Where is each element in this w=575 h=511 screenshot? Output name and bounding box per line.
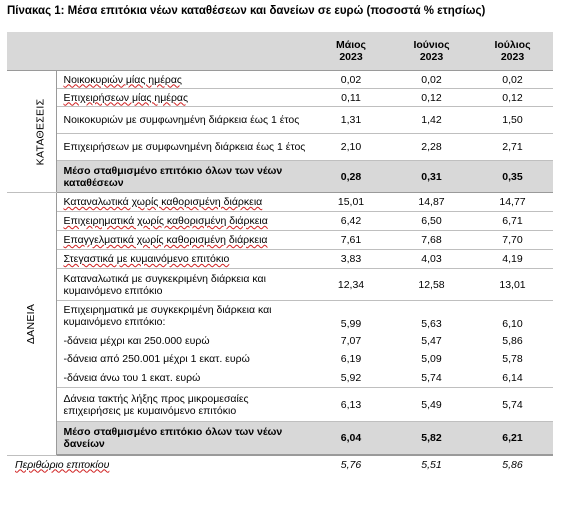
- interest-margin-row: [7, 456, 553, 474]
- cell-value: 13,01: [472, 269, 553, 301]
- row-label: -δάνεια από 250.001 μέχρι 1 εκατ. ευρώ: [63, 353, 250, 365]
- cell-value: 7,61: [311, 231, 391, 250]
- business-loans-row: [7, 301, 553, 332]
- table-row: [7, 89, 553, 107]
- row-label: Δάνεια τακτής λήξης προς μικρομεσαίες επιχειρήσεις με κυμαινόμενο επιτόκιο: [56, 388, 311, 422]
- cell-value: 5,92: [311, 369, 391, 388]
- cell-value: 5,99: [340, 317, 362, 330]
- row-label: Μέσο σταθμισμένο επιτόκιο όλων των νέων καταθέσεων: [56, 161, 311, 193]
- loans-section-label: ΔΑΝΕΙΑ: [7, 193, 56, 456]
- header-row: [7, 32, 553, 71]
- cell-value: 0,28: [311, 161, 391, 193]
- deposits-total-row: [7, 161, 553, 193]
- row-label: Στεγαστικά με κυμαινόμενο επιτόκιο: [56, 250, 311, 269]
- row-label: Καταναλωτικά χωρίς καθορισμένη διάρκεια: [56, 193, 311, 212]
- cell-value: 2,28: [391, 134, 472, 161]
- cell-value: 5,74: [472, 388, 553, 422]
- row-label: Επιχειρήσεων με συμφωνημένη διάρκεια έως 1 έτος: [56, 134, 311, 161]
- table-row: [7, 134, 553, 161]
- table-row: [7, 269, 553, 301]
- cell-value: 6,42: [311, 212, 391, 231]
- table-row: [7, 71, 553, 89]
- cell-value: 5,86: [502, 334, 523, 347]
- cell-value: 2,10: [311, 134, 391, 161]
- deposits-section-label: ΚΑΤΑΘΕΣΕΙΣ: [7, 71, 56, 193]
- row-label: Επιχειρήσεων μίας ημέρας: [56, 89, 311, 107]
- cell-value: 6,10: [502, 317, 523, 330]
- cell-value: 6,21: [472, 422, 553, 455]
- cell-value: 0,02: [472, 71, 553, 89]
- cell-value: 4,03: [391, 250, 472, 269]
- cell-value: 7,07: [340, 334, 362, 347]
- cell-value: 14,87: [391, 193, 472, 212]
- row-label: Νοικοκυριών με συμφωνημένη διάρκεια έως 1 έτος: [56, 107, 311, 134]
- cell-value: 12,58: [391, 269, 472, 301]
- cell-value: 5,51: [391, 456, 472, 474]
- cell-value: 1,50: [472, 107, 553, 134]
- cell-value: 5,86: [472, 456, 553, 474]
- row-label: Καταναλωτικά με συγκεκριμένη διάρκεια και κυμαινόμενο επιτόκιο: [56, 269, 311, 301]
- cell-value: 5,78: [502, 353, 523, 365]
- cell-value: 0,12: [472, 89, 553, 107]
- row-label: -δάνεια άνω του 1 εκατ. ευρώ: [56, 369, 311, 388]
- row-label: Επιχειρηματικά χωρίς καθορισμένη διάρκεια: [56, 212, 311, 231]
- row-label: -δάνεια μέχρι και 250.000 ευρώ: [63, 334, 210, 347]
- cell-value: 1,31: [311, 107, 391, 134]
- cell-value: 5,74: [391, 369, 472, 388]
- cell-value: 5,09: [421, 353, 442, 365]
- cell-value: 12,34: [311, 269, 391, 301]
- cell-value: 5,47: [421, 334, 442, 347]
- cell-value: 5,49: [391, 388, 472, 422]
- cell-value: 15,01: [311, 193, 391, 212]
- cell-value: 7,70: [472, 231, 553, 250]
- cell-value: 1,42: [391, 107, 472, 134]
- column-header-june: Ιούνιος 2023: [391, 32, 472, 71]
- cell-value: 14,77: [472, 193, 553, 212]
- cell-value: 0,02: [391, 71, 472, 89]
- row-label: Επαγγελματικά χωρίς καθορισμένη διάρκεια: [56, 231, 311, 250]
- row-label: Περιθώριο επιτοκίου: [7, 456, 311, 474]
- cell-value: 6,04: [311, 422, 391, 455]
- cell-value: 6,13: [311, 388, 391, 422]
- cell-value: 0,11: [311, 89, 391, 107]
- page-title: Πίνακας 1: Μέσα επιτόκια νέων καταθέσεων και δανείων σε ευρώ (ποσοστά % ετησίως): [7, 5, 486, 17]
- cell-value: 6,14: [472, 369, 553, 388]
- cell-value: 0,12: [391, 89, 472, 107]
- interest-rates-table: [7, 32, 553, 473]
- business-loans-subrow: [7, 332, 553, 350]
- cell-value: 6,50: [391, 212, 472, 231]
- row-label: Μέσο σταθμισμένο επιτόκιο όλων των νέων δανείων: [56, 422, 311, 455]
- table-row: [7, 250, 553, 269]
- cell-value: 0,35: [472, 161, 553, 193]
- row-label: Νοικοκυριών μίας ημέρας: [56, 71, 311, 89]
- cell-value: 6,19: [340, 353, 362, 365]
- cell-value: 5,76: [311, 456, 391, 474]
- table-row: [7, 107, 553, 134]
- row-label: Επιχειρηματικά με συγκεκριμένη διάρκεια και κυμαινόμενο επιτόκιο:: [63, 304, 272, 329]
- loans-total-row: [7, 422, 553, 455]
- cell-value: 7,68: [391, 231, 472, 250]
- cell-value: 2,71: [472, 134, 553, 161]
- column-header-may: Μάιος 2023: [311, 32, 391, 71]
- business-loans-subrow: [7, 350, 553, 369]
- cell-value: 0,02: [311, 71, 391, 89]
- cell-value: 0,31: [391, 161, 472, 193]
- table-row: [7, 193, 553, 212]
- business-loans-subrow: [7, 369, 553, 388]
- table-row: [7, 231, 553, 250]
- cell-value: 5,82: [391, 422, 472, 455]
- sme-loans-row: [7, 388, 553, 422]
- column-header-july: Ιούλιος 2023: [472, 32, 553, 71]
- cell-value: 3,83: [311, 250, 391, 269]
- cell-value: 5,63: [421, 317, 442, 330]
- cell-value: 4,19: [472, 250, 553, 269]
- header-blank-cell: [7, 32, 311, 71]
- cell-value: 6,71: [472, 212, 553, 231]
- table-row: [7, 212, 553, 231]
